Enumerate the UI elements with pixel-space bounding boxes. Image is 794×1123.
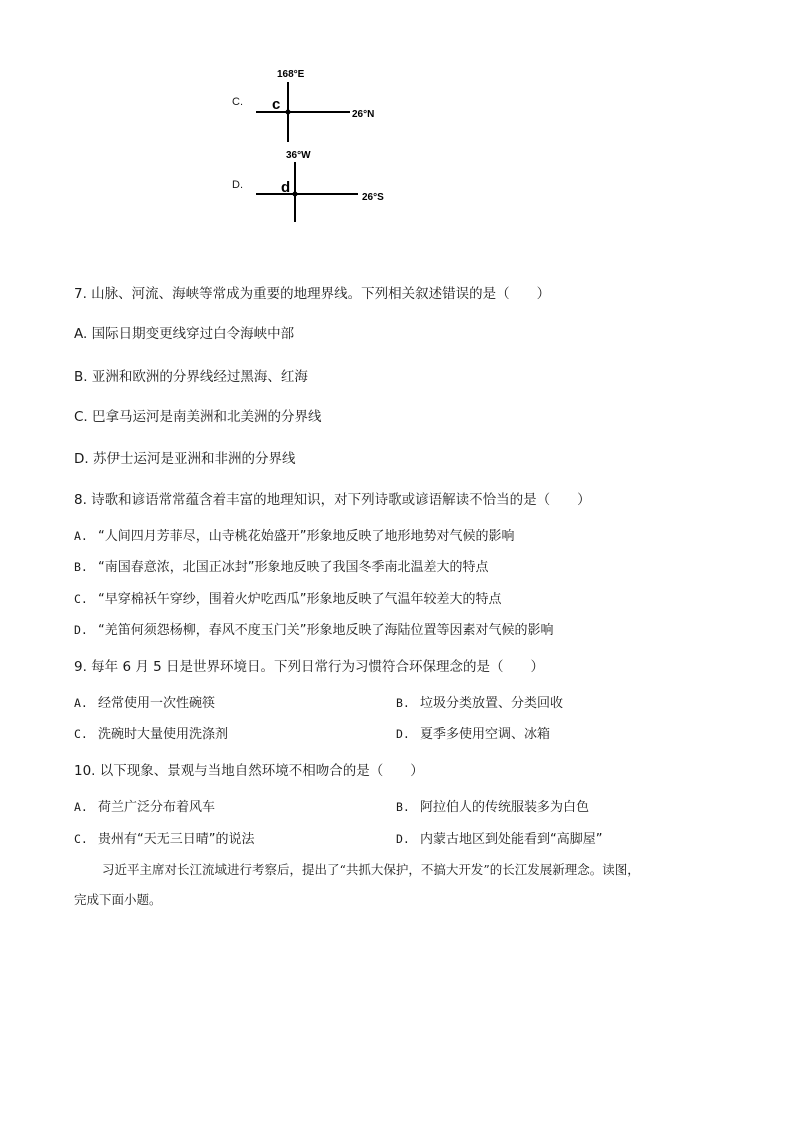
q8-option-c[interactable] (74, 588, 501, 607)
q10-option-c-text: 贵州有“天无三日晴”的说法 (98, 832, 255, 847)
q10-option-b-text: 阿拉伯人的传统服装多为白色 (420, 800, 590, 815)
diagram-d-point-label: d (281, 179, 291, 196)
q9-option-a-text: 经常使用一次性碗筷 (98, 696, 216, 711)
q9-option-c-label: C. (74, 727, 88, 741)
q10-option-d-label: D. (396, 832, 410, 846)
q7-option-d-label: D. (74, 451, 89, 467)
q9-option-d-text: 夏季多使用空调、冰箱 (420, 727, 551, 742)
q10-option-b[interactable] (396, 796, 589, 815)
q10-option-d-text: 内蒙古地区到处能看到“高脚屋” (420, 832, 603, 847)
q7-option-a-text: 国际日期变更线穿过白令海峡中部 (91, 326, 295, 342)
q8-option-a-label: A. (74, 529, 88, 543)
q9-option-d[interactable] (396, 723, 550, 742)
diagram-d-point-dot (293, 192, 298, 197)
q7-option-b-text: 亚洲和欧洲的分界线经过黑海、红海 (91, 369, 308, 385)
q8-stem: 8. 诗歌和谚语常常蕴含着丰富的地理知识，对下列诗歌或谚语解读不恰当的是（ ） (74, 492, 591, 508)
q8-option-c-text: “早穿棉袄午穿纱，围着火炉吃西瓜”形象地反映了气温年较差大的特点 (98, 592, 502, 607)
q9-option-b-label: B. (396, 696, 410, 710)
q8-option-b[interactable] (74, 556, 488, 575)
q7-option-a-label: A. (74, 326, 88, 342)
q10-option-c-label: C. (74, 832, 88, 846)
q7-option-a[interactable] (74, 322, 294, 342)
q7-option-d-text: 苏伊士运河是亚洲和非洲的分界线 (92, 451, 296, 467)
q7-option-b-label: B. (74, 369, 88, 385)
diagram-c-coordinate-cross (250, 62, 390, 144)
q7-stem: 7. 山脉、河流、海峡等常成为重要的地理界线。下列相关叙述错误的是（ ） (74, 286, 551, 302)
q9-stem: 9. 每年 6 月 5 日是世界环境日。下列日常行为习惯符合环保理念的是（ ） (74, 659, 545, 675)
diagram-d-longitude-label: 36°W (286, 150, 311, 161)
diagram-d-coordinate-cross (250, 144, 400, 226)
q10-option-d[interactable] (396, 828, 602, 847)
q9-option-b-text: 垃圾分类放置、分类回收 (420, 696, 564, 711)
q9-option-a[interactable] (74, 692, 215, 711)
q8-option-b-label: B. (74, 560, 88, 574)
q8-option-c-label: C. (74, 592, 88, 606)
diagram-c-point-dot (286, 110, 291, 115)
q9-option-b[interactable] (396, 692, 563, 711)
q8-option-a-text: “人间四月芳菲尽，山寺桃花始盛开”形象地反映了地形地势对气候的影响 (98, 529, 515, 544)
q7-option-c-label: C. (74, 409, 88, 425)
q7-option-d[interactable] (74, 447, 295, 467)
q7-option-c-text: 巴拿马运河是南美洲和北美洲的分界线 (92, 409, 322, 425)
passage-intro-line-1: 习近平主席对长江流域进行考察后，提出了“共抓大保护，不搞大开发”的长江发展新理念。读图， (102, 862, 640, 877)
q7-option-b[interactable] (74, 365, 308, 385)
diagram-c-latitude-label: 26°N (352, 109, 375, 120)
diagram-c-option-label: C. (232, 96, 243, 108)
q9-option-c[interactable] (74, 723, 228, 742)
diagram-d-option-label: D. (232, 179, 243, 191)
q10-option-a-label: A. (74, 800, 88, 814)
q9-option-c-text: 洗碗时大量使用洗涤剂 (98, 727, 229, 742)
passage-intro-line-2: 完成下面小题。 (74, 892, 162, 907)
q8-option-d-label: D. (74, 623, 88, 637)
diagram-c-longitude-label: 168°E (277, 69, 305, 80)
q10-stem: 10. 以下现象、景观与当地自然环境不相吻合的是（ ） (74, 763, 424, 779)
q10-option-b-label: B. (396, 800, 410, 814)
q10-option-a-text: 荷兰广泛分布着风车 (98, 800, 216, 815)
q8-option-a[interactable] (74, 525, 514, 544)
q8-option-d[interactable] (74, 619, 553, 638)
q8-option-d-text: “羌笛何须怨杨柳，春风不度玉门关”形象地反映了海陆位置等因素对气候的影响 (98, 623, 554, 638)
q9-option-d-label: D. (396, 727, 410, 741)
q8-option-b-text: “南国春意浓，北国正冰封”形象地反映了我国冬季南北温差大的特点 (98, 560, 489, 575)
q10-option-a[interactable] (74, 796, 215, 815)
q10-option-c[interactable] (74, 828, 254, 847)
q9-option-a-label: A. (74, 696, 88, 710)
diagram-d-latitude-label: 26°S (362, 192, 384, 203)
diagram-c-point-label: c (272, 96, 281, 113)
q7-option-c[interactable] (74, 405, 322, 425)
